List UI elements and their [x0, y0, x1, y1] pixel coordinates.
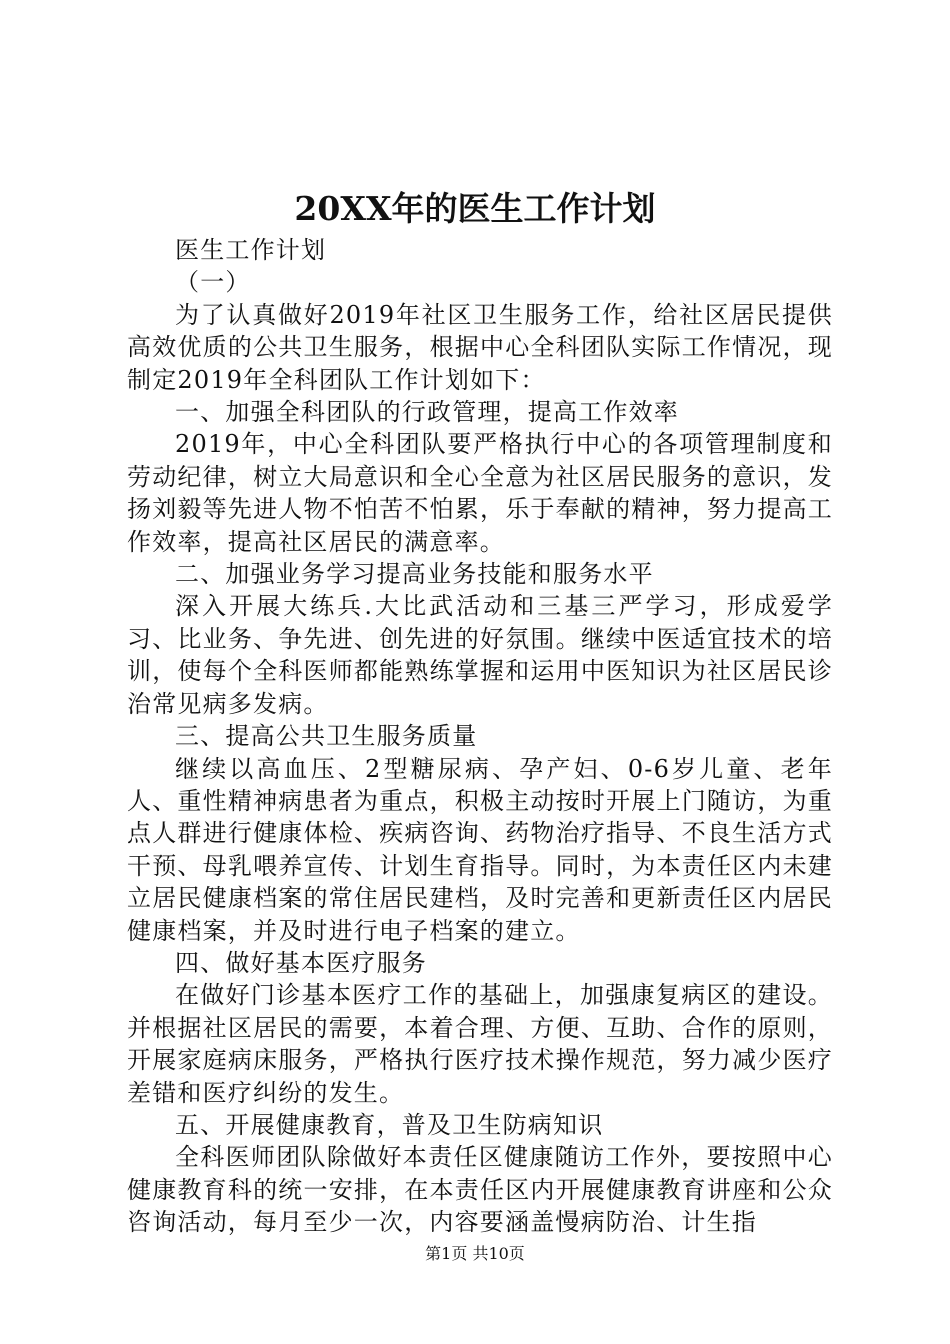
- paragraph-subtitle: 医生工作计划: [175, 236, 327, 264]
- paragraph-section-2: 深入开展大练兵.大比武活动和三基三严学习，形成爱学习、比业务、争先进、创先进的好氛围。继续中医适宜技术的培训，使每个全科医师都能熟练掌握和运用中医知识为社区居民诊治常见病多发病。: [127, 592, 833, 718]
- paragraph-section-marker: （一）: [175, 268, 251, 297]
- paragraph-section-1: 2019年，中心全科团队要严格执行中心的各项管理制度和劳动纪律，树立大局意识和全心全意为社区居民服务的意识，发扬刘毅等先进人物不怕苦不怕累，乐于奉献的精神，努力提高工作效率，提高社区居民的满意率。: [127, 430, 833, 556]
- section-heading-4: 四、做好基本医疗服务: [175, 948, 427, 977]
- section-heading-3: 三、提高公共卫生服务质量: [175, 722, 478, 751]
- paragraph-section-5: 全科医师团队除做好本责任区健康随访工作外，要按照中心健康教育科的统一安排，在本责任区内开展健康教育讲座和公众咨询活动，每月至少一次，内容要涵盖慢病防治、计生指: [127, 1143, 833, 1237]
- section-heading-5: 五、开展健康教育，普及卫生防病知识: [175, 1110, 604, 1139]
- section-heading-2: 二、加强业务学习提高业务技能和服务水平: [175, 560, 654, 589]
- document-body: [127, 234, 833, 1239]
- page-footer: 第1页 共10页: [425, 1244, 525, 1263]
- paragraph-intro: 为了认真做好2019年社区卫生服务工作，给社区居民提供高效优质的公共卫生服务，根据中心全科团队实际工作情况，现制定2019年全科团队工作计划如下：: [127, 300, 833, 394]
- section-heading-1: 一、加强全科团队的行政管理，提高工作效率: [175, 398, 679, 427]
- document-title: 20XX年的医生工作计划: [294, 189, 656, 228]
- paragraph-section-3: 继续以高血压、2型糖尿病、孕产妇、0-6岁儿童、老年人、重性精神病患者为重点，积极主动按时开展上门随访，为重点人群进行健康体检、疾病咨询、药物治疗指导、不良生活方式干预、母乳喂养宣传、计划生育指导。同时，为本责任区内未建立居民健康档案的常住居民建档，及时完善和更新责任区内居民健康档案，并及时进行电子档案的建立。: [127, 754, 833, 945]
- paragraph-section-4: 在做好门诊基本医疗工作的基础上，加强康复病区的建设。并根据社区居民的需要，本着合理、方便、互助、合作的原则，开展家庭病床服务，严格执行医疗技术操作规范，努力减少医疗差错和医疗纠纷的发生。: [127, 981, 833, 1107]
